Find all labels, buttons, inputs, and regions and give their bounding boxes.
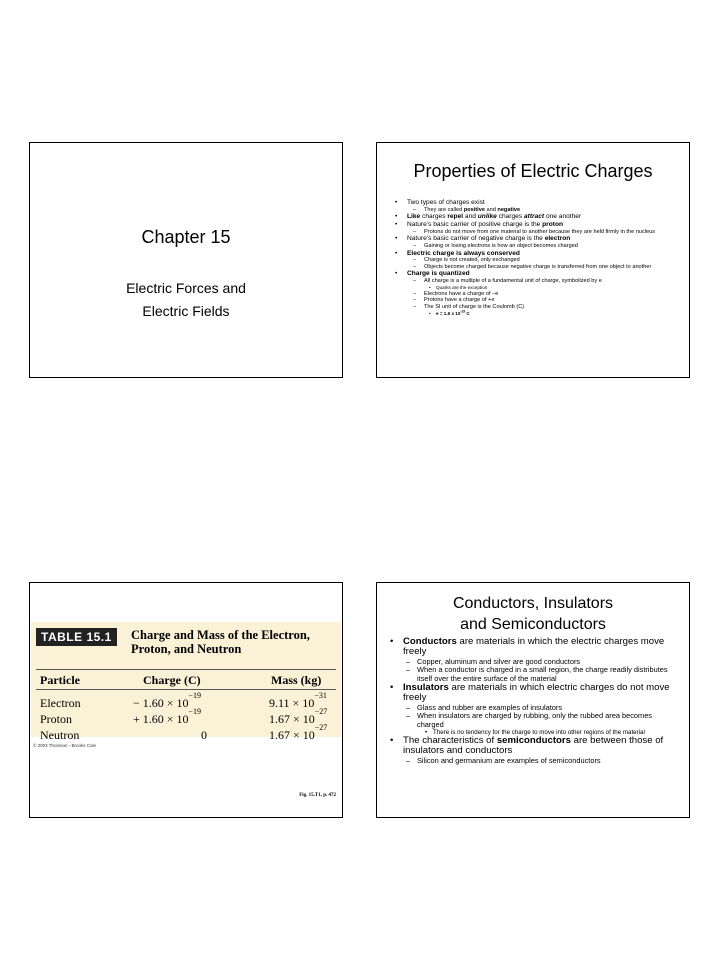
table-rule-header (36, 689, 336, 690)
slide-title-line-1: Conductors, Insulators (452, 595, 614, 612)
header-charge: Charge (C) (143, 673, 201, 687)
chapter-subtitle (30, 277, 342, 323)
charge-value: − 1.60 × 10 (133, 696, 189, 710)
table-caption (131, 628, 341, 656)
dash-marker: – (413, 303, 417, 310)
table-figure (31, 622, 341, 742)
dash-marker: – (406, 665, 411, 675)
dash-marker: – (413, 206, 417, 213)
dash-marker: – (413, 278, 417, 285)
bullet-text: semiconductors (496, 735, 571, 747)
table-caption-line-2: Proton, and Neutron (131, 642, 242, 656)
bullet-text: are materials in which the electric charges move freely (403, 636, 665, 658)
chapter-title: Chapter 15 (141, 227, 231, 247)
figure-reference: Fig. 15.T1, p. 472 (299, 793, 336, 798)
bullet-marker: • (395, 213, 398, 221)
bullet-marker: • (395, 221, 398, 228)
bullet-text: attract (523, 213, 545, 221)
bullet-text: one another (544, 213, 582, 221)
bullet-text: Objects become charged because negative charge is transferred from one object to another (424, 263, 652, 270)
bullet-text: and (484, 206, 498, 213)
bullet-text: Protons have a charge of +e (424, 297, 495, 304)
bullet-item-level-2 (391, 243, 681, 250)
bullet-marker: • (395, 235, 398, 243)
bullet-text: The characteristics of (403, 735, 497, 747)
header-mass: Mass (kg) (271, 673, 322, 687)
bullet-text: positive (463, 206, 485, 213)
bullet-text: All charge is a multiple of a fundamental unit of charge, symbolized by e (424, 278, 602, 285)
dash-marker: – (406, 755, 411, 765)
bullet-item-level-1 (391, 221, 681, 229)
bullet-text: The SI unit of charge is the Coulomb (C) (424, 303, 525, 310)
bullet-text: are materials in which electric charges do not move freely (403, 682, 670, 704)
mass-exponent: −31 (314, 691, 327, 700)
bullet-marker: • (390, 636, 394, 647)
table-cell-mass (269, 723, 328, 743)
table-label: TABLE 15.1 (36, 628, 117, 646)
bullet-item-level-1 (391, 199, 681, 207)
bullet-item-level-1 (385, 736, 679, 757)
slide-table-15-1 (29, 582, 343, 818)
dash-marker: – (413, 228, 417, 235)
copyright-notice: © 2003 Thomson - Brooks Cole (33, 743, 97, 748)
bullet-item-level-2 (391, 229, 681, 236)
bullet-item-level-2 (391, 264, 681, 271)
bullet-item-level-2 (385, 712, 679, 729)
mass-value: 1.67 × 10 (269, 712, 315, 726)
bullet-text: and (463, 213, 478, 221)
bullet-item-level-2 (391, 291, 681, 298)
table-rule-top (36, 669, 336, 670)
charge-exponent: −19 (188, 707, 202, 716)
table-cell-particle: Proton (40, 712, 73, 726)
bullet-text: Two types of charges exist (407, 199, 485, 206)
bullet-text: Nature’s basic carrier of negative charge is the (407, 235, 545, 243)
bullet-item-level-2 (391, 297, 681, 304)
charge-exponent: −19 (188, 691, 202, 700)
bullet-item-level-3 (391, 311, 681, 317)
bullet-item-level-2 (391, 278, 681, 285)
bullet-item-level-1 (391, 235, 681, 243)
bullet-text: Silicon and germanium are examples of semiconductors (417, 755, 601, 765)
slide-chapter-title (29, 142, 343, 378)
dash-marker: – (413, 297, 417, 304)
table-cell-charge (133, 707, 202, 727)
bullet-text: Charge is quantized (407, 270, 470, 278)
bullet-text: repel (447, 213, 464, 221)
table-cell-particle: Neutron (40, 728, 80, 742)
bullet-item-level-2 (385, 666, 679, 683)
bullet-marker: • (395, 199, 398, 206)
bullet-text: Like (407, 213, 421, 221)
bullet-text: Gaining or losing electrons is how an object becomes charged (424, 243, 578, 249)
bullet-text: When insulators are charged by rubbing, only the rubbed area becomes charged (417, 711, 652, 729)
dash-marker: – (413, 243, 417, 249)
bullet-list (385, 637, 679, 765)
bullet-text: Protons do not move from one material to another because they are held firmly in the nucleus (424, 228, 656, 235)
bullet-text: Copper, aluminum and silver are good conductors (417, 656, 581, 666)
bullet-marker: • (390, 735, 394, 747)
bullet-text: electron (544, 235, 571, 243)
chapter-subtitle-line-2: Electric Fields (142, 303, 230, 319)
dash-marker: – (413, 257, 417, 264)
bullet-text: Insulators (403, 682, 449, 694)
bullet-item-level-1 (391, 250, 681, 258)
bullet-item-level-2 (391, 257, 681, 264)
bullet-marker: • (390, 682, 394, 694)
bullet-text: unlike (477, 213, 497, 221)
bullet-text: Quarks are the exception (436, 284, 488, 290)
bullet-text: are between those of insulators and conductors (403, 735, 664, 757)
bullet-marker: • (395, 249, 398, 257)
bullet-marker: • (429, 284, 431, 290)
bullet-text: They are called (424, 206, 464, 213)
bullet-text: e = 1.6 x 10 (436, 310, 461, 316)
mass-value: 9.11 × 10 (269, 696, 315, 710)
bullet-text: Electric charge is always conserved (407, 249, 520, 257)
bullet-text: When a conductor is charged in a small region, the charge readily distributes itself over the entire surface of the material (417, 665, 668, 683)
bullet-text: Conductors (403, 636, 457, 647)
bullet-marker: • (395, 270, 398, 278)
bullet-list (391, 199, 681, 317)
bullet-item-level-1 (391, 213, 681, 221)
slide-title (377, 593, 689, 635)
bullet-text: Electrons have a charge of –e (424, 290, 499, 297)
bullet-item-level-1 (385, 637, 679, 658)
mass-value: 1.67 × 10 (269, 728, 315, 742)
slide-title-line-2: and Semiconductors (460, 616, 606, 633)
bullet-item-level-1 (385, 683, 679, 704)
bullet-item-level-2 (385, 757, 679, 765)
charge-value: 0 (201, 728, 207, 742)
bullet-text: C (465, 310, 470, 316)
bullet-text: Glass and rubber are examples of insulators (417, 702, 563, 712)
bullet-item-level-2 (391, 207, 681, 214)
bullet-text: proton (542, 221, 563, 228)
charge-value: + 1.60 × 10 (133, 712, 189, 726)
bullet-text: negative (497, 206, 521, 213)
bullet-text: charges (496, 213, 524, 221)
slide-conductors-insulators (376, 582, 690, 818)
dash-marker: – (406, 656, 411, 666)
bullet-text: charges (420, 213, 448, 221)
dash-marker: – (406, 711, 411, 721)
table-cell-particle: Electron (40, 696, 81, 710)
bullet-marker: • (425, 729, 428, 737)
mass-exponent: −27 (314, 723, 328, 732)
dash-marker: – (413, 263, 417, 270)
mass-exponent: −27 (314, 707, 328, 716)
slide-properties-of-electric-charges (376, 142, 690, 378)
bullet-text: Nature’s basic carrier of positive charge is the (407, 221, 543, 228)
table-caption-line-1: Charge and Mass of the Electron, (131, 628, 310, 642)
dash-marker: – (406, 702, 411, 712)
chapter-subtitle-line-1: Electric Forces and (126, 280, 246, 296)
table-cell-charge (201, 728, 207, 743)
bullet-marker: • (429, 310, 431, 316)
bullet-text: There is no tendency for the charge to move into other regions of the material (433, 729, 645, 737)
slide-title: Properties of Electric Charges (413, 161, 653, 181)
bullet-text: -19 (460, 309, 466, 314)
header-particle: Particle (40, 673, 80, 687)
bullet-text: Charge is not created, only exchanged (424, 257, 520, 264)
dash-marker: – (413, 290, 417, 297)
bullet-item-level-1 (391, 270, 681, 278)
